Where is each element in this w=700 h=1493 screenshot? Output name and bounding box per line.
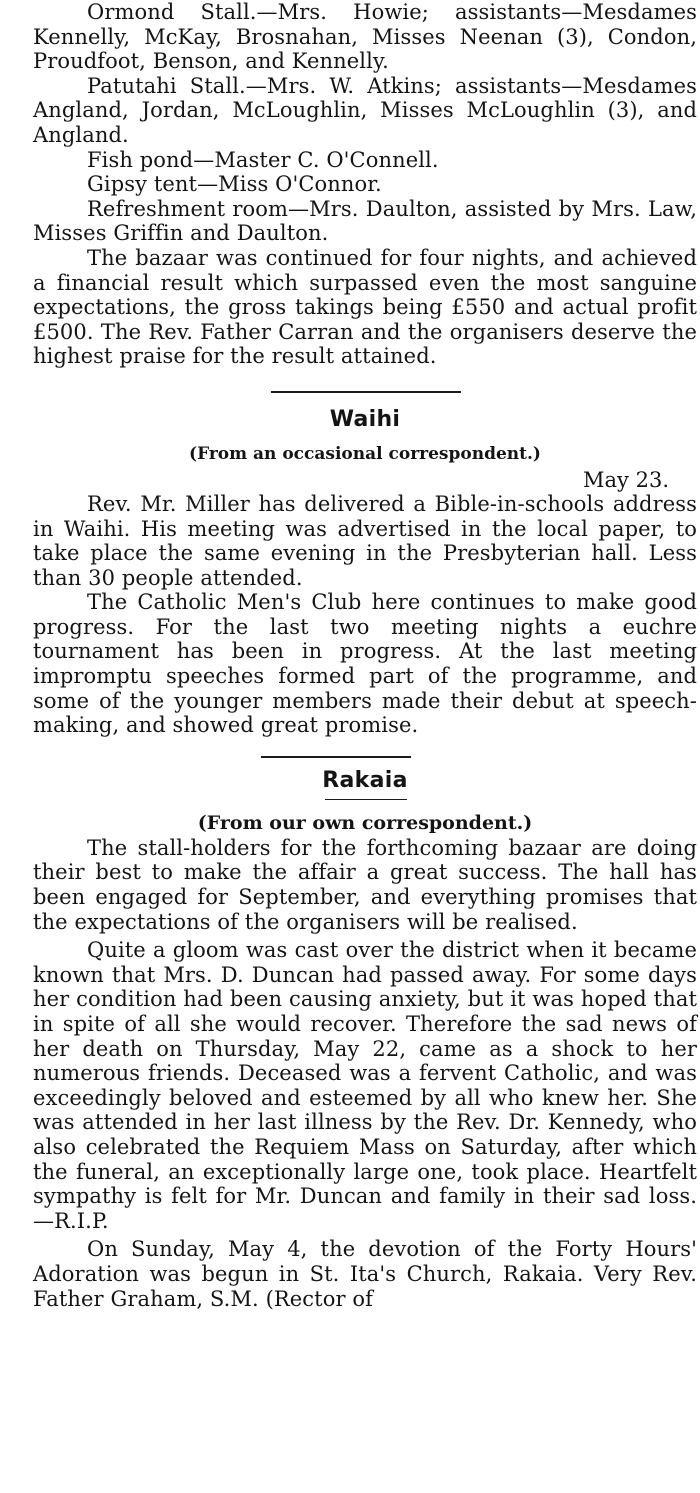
waihi-subheading: (From an occasional correspondent.) — [189, 443, 541, 464]
ormond-stall-paragraph: Ormond Stall.—Mrs. Howie; assistants—Mesdames Kennelly, McKay, Brosnahan, Misses Neenan (3), Condon, Proudfoot, Benson, and Kennelly. — [33, 0, 697, 74]
rakaia-paragraph: The stall-holders for the forthcoming bazaar are doing their best to make the affair a great success. The hall has been engaged for September, and everything promises that the expectations of the organisers will be realised. — [33, 835, 697, 934]
waihi-section — [33, 407, 697, 738]
rakaia-paragraph: Quite a gloom was cast over the district when it became known that Mrs. D. Duncan had passed away. For some days her condition had been causing anxiety, but it was hoped that in spite of all she would recover. Therefore the sad news of her death on Thursday, May 22, came as a shock to her numerous friends. Deceased was a fervent Catholic, and was exceedingly beloved and esteemed by all who knew her. She was attended in her last illness by the Rev. Dr. Kennedy, who also celebrated the Requiem Mass on Saturday, after which the funeral, an exceptionally large one, took place. Heartfelt sympathy is felt for Mr. Duncan and family in their sad loss.—R.I.P. — [33, 938, 697, 1233]
heading-underline — [325, 799, 407, 800]
waihi-heading: Waihi — [329, 406, 401, 432]
rakaia-heading: Rakaia — [322, 767, 408, 793]
bazaar-result-paragraph: The bazaar was continued for four nights, and achieved a financial result which surpassed even the most sanguine expectations, the gross takings being £550 and actual profit £500. The Rev. Father Carran and the organisers deserve the highest praise for the result attained. — [33, 245, 697, 369]
waihi-paragraph: The Catholic Men's Club here continues to make good progress. For the last two meeting nights a euchre tournament has been in progress. At the last meeting impromptu speeches formed part of the programme, and some of the younger members made their debut at speech-making, and showed great promise. — [33, 590, 697, 738]
refreshment-room-paragraph: Refreshment room—Mrs. Daulton, assisted by Mrs. Law, Misses Griffin and Daulton. — [33, 196, 697, 246]
rakaia-section — [33, 768, 697, 1311]
rakaia-subheading: (From our own correspondent.) — [197, 811, 533, 834]
waihi-paragraph: Rev. Mr. Miller has delivered a Bible-in-schools address in Waihi. His meeting was advertised in the local paper, to take place the same evening in the Presbyterian hall. Less than 30 people attended. — [33, 491, 697, 590]
bazaar-report — [33, 0, 697, 369]
gipsy-tent-paragraph: Gipsy tent—Miss O'Connor. — [87, 172, 382, 197]
section-divider — [271, 391, 461, 393]
patutahi-stall-paragraph: Patutahi Stall.—Mrs. W. Atkins; assistants—Mesdames Angland, Jordan, McLoughlin, Misses McLoughlin (3), and Angland. — [33, 73, 697, 147]
rakaia-paragraph: On Sunday, May 4, the devotion of the Forty Hours' Adoration was begun in St. Ita's Church, Rakaia. Very Rev. Father Graham, S.M. (Rector of — [33, 1237, 697, 1311]
section-divider — [261, 756, 411, 758]
fish-pond-paragraph: Fish pond—Master C. O'Connell. — [87, 147, 439, 172]
waihi-dateline: May 23. — [583, 467, 669, 492]
newspaper-column — [33, 0, 697, 1311]
